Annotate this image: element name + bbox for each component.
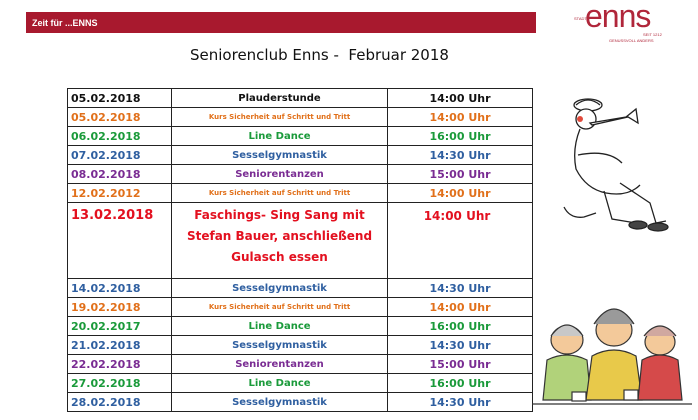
row-time-label: 14:00 Uhr [429, 110, 491, 124]
table-row [68, 336, 533, 355]
row-date: 07.02.2018 [68, 146, 172, 165]
row-event: Sesselgymnastik [172, 279, 388, 298]
row-event: Sesselgymnastik [172, 146, 388, 165]
row-time [388, 108, 533, 127]
table-row [68, 89, 533, 108]
row-date: 21.02.2018 [68, 336, 172, 355]
row-time-label: 14:00 Uhr [429, 186, 491, 200]
row-date: 19.02.2018 [68, 298, 172, 317]
table-row [68, 127, 533, 146]
row-event: Faschings- Sing Sang mit Stefan Bauer, anschließend Gulasch essen [172, 203, 388, 279]
logo-tag-bottom: GENUSSVOLL ANDERS [609, 38, 654, 43]
row-event: Kurs Sicherheit auf Schritt und Tritt [172, 184, 388, 203]
header-bar-label: Zeit für ...ENNS [32, 18, 98, 28]
row-date: 20.02.2017 [68, 317, 172, 336]
row-date: 06.02.2018 [68, 127, 172, 146]
row-event: Kurs Sicherheit auf Schritt und Tritt [172, 108, 388, 127]
row-time [388, 393, 533, 412]
row-event: Line Dance [172, 374, 388, 393]
table-row [68, 203, 533, 279]
row-event: Sesselgymnastik [172, 393, 388, 412]
row-date: 12.02.2012 [68, 184, 172, 203]
schedule-table [67, 88, 533, 412]
row-date: 22.02.2018 [68, 355, 172, 374]
row-event: Line Dance [172, 317, 388, 336]
row-event: Seniorentanzen [172, 355, 388, 374]
table-row [68, 279, 533, 298]
row-time [388, 374, 533, 393]
row-time-label: 14:30 Uhr [429, 148, 491, 162]
table-row [68, 374, 533, 393]
table-row [68, 146, 533, 165]
row-time [388, 317, 533, 336]
clown-trumpet-icon [560, 95, 690, 235]
header-bar [26, 12, 536, 33]
page-title: Seniorenclub Enns - Februar 2018 [190, 46, 449, 64]
table-row [68, 108, 533, 127]
row-date: 13.02.2018 [68, 203, 172, 279]
row-time [388, 298, 533, 317]
row-date: 28.02.2018 [68, 393, 172, 412]
row-time [388, 127, 533, 146]
table-row [68, 165, 533, 184]
row-time [388, 165, 533, 184]
ladies-coffee-icon [532, 300, 692, 415]
row-date: 08.02.2018 [68, 165, 172, 184]
logo-tag-right: SEIT 1212 [643, 32, 662, 37]
row-time-label: 14:30 Uhr [429, 395, 491, 409]
table-row [68, 355, 533, 374]
row-time-label: 14:00 Uhr [429, 300, 491, 314]
row-time-label: 16:00 Uhr [429, 319, 491, 333]
logo-brand: enns [585, 0, 651, 34]
row-time [388, 146, 533, 165]
row-time-label: 14:30 Uhr [429, 281, 491, 295]
row-time-label: 16:00 Uhr [429, 129, 491, 143]
row-time-label: 14:00 Uhr [423, 209, 491, 223]
row-time [388, 355, 533, 374]
table-row [68, 298, 533, 317]
row-time [388, 336, 533, 355]
enns-logo [571, 2, 671, 42]
row-event: Kurs Sicherheit auf Schritt und Tritt [172, 298, 388, 317]
row-time [388, 279, 533, 298]
row-date: 14.02.2018 [68, 279, 172, 298]
table-row [68, 184, 533, 203]
row-time-label: 14:00 Uhr [429, 91, 491, 105]
row-date: 27.02.2018 [68, 374, 172, 393]
row-time [388, 203, 533, 279]
row-date: 05.02.2018 [68, 108, 172, 127]
row-event: Sesselgymnastik [172, 336, 388, 355]
table-row [68, 393, 533, 412]
row-time-label: 15:00 Uhr [429, 357, 491, 371]
row-date: 05.02.2018 [68, 89, 172, 108]
row-time-label: 15:00 Uhr [429, 167, 491, 181]
row-event: Seniorentanzen [172, 165, 388, 184]
row-event: Line Dance [172, 127, 388, 146]
logo-tag-top: STADT [574, 16, 587, 21]
row-time [388, 184, 533, 203]
row-time [388, 89, 533, 108]
row-time-label: 14:30 Uhr [429, 338, 491, 352]
row-time-label: 16:00 Uhr [429, 376, 491, 390]
row-event: Plauderstunde [172, 89, 388, 108]
table-row [68, 317, 533, 336]
